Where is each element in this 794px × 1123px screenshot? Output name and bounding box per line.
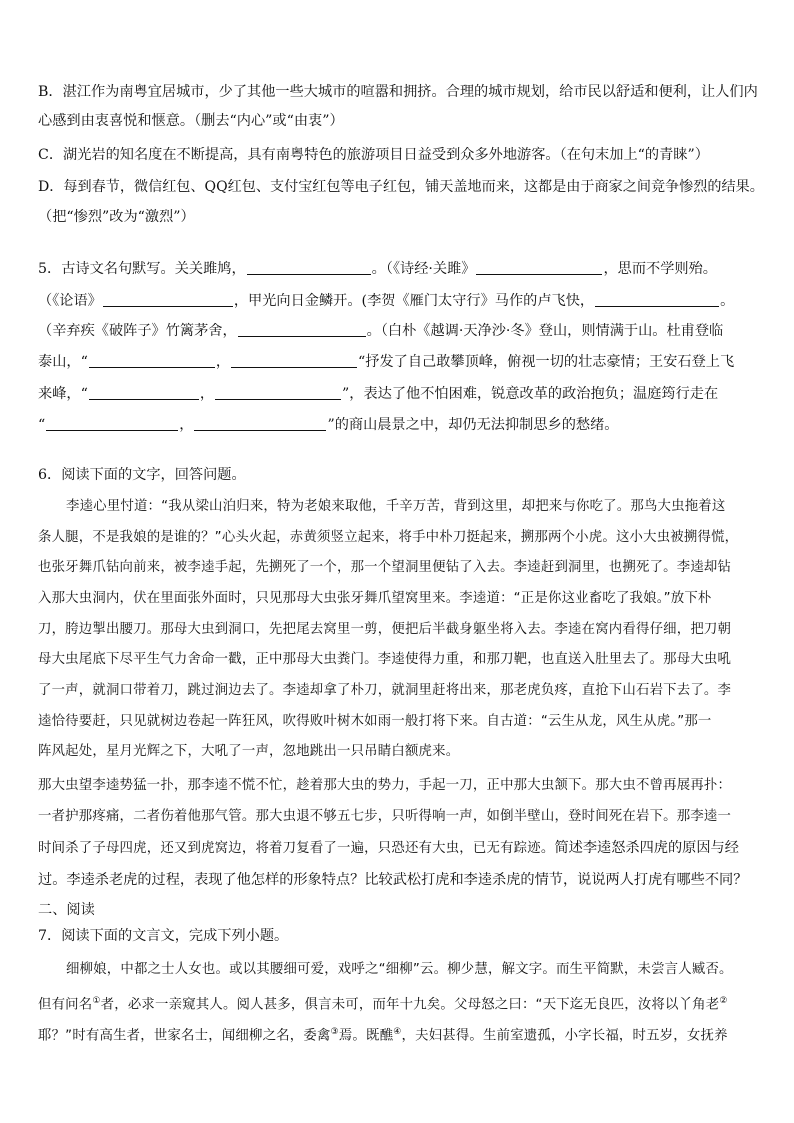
q5-text: 。（白朴《越调·天净沙·冬》登山，则情满于山。杜甫登临 — [366, 323, 724, 339]
q5-text: 5．古诗文名句默写。关关雎鸠， — [38, 261, 246, 277]
q5-line4 — [38, 352, 734, 372]
classical-line — [38, 991, 728, 1015]
q5-line5 — [38, 384, 718, 404]
classical-text: 焉。既醮 — [338, 1028, 394, 1044]
answer-blank[interactable] — [194, 416, 326, 431]
q5-text: ， — [199, 386, 215, 402]
q5-line2 — [38, 291, 734, 311]
q5-line6 — [38, 415, 618, 435]
q5-text: ，思而不学则殆。 — [603, 261, 717, 277]
answer-blank[interactable] — [89, 385, 199, 400]
option-b-line1: B．湛江作为南粤宜居城市，少了其他一些大城市的喧嚣和拥挤。合理的城市规划，给市民以舒适和便利，让人们内 — [38, 84, 758, 100]
classical-line: 细柳娘，中都之士人女也。或以其腰细可爱，戏呼之“细柳”云。柳少慧，解文字。而生平简默，未尝言人臧否。 — [66, 962, 733, 977]
answer-blank[interactable] — [103, 292, 233, 307]
q6-title: 6．阅读下面的文字，回答问题。 — [38, 467, 246, 483]
answer-blank[interactable] — [46, 416, 178, 431]
q5-text: （《论语》 — [38, 293, 102, 309]
option-c: C．湖光岩的知名度在不断提高，具有南粤特色的旅游项目日益受到众多外地游客。（在句末加上“的青睐”） — [38, 147, 709, 163]
passage-line: 一者护那疼痛，二者伤着他那气管。那大虫退不够五七步，只听得响一声，如倒半壁山，登时间死在岩下。那李逵一 — [38, 809, 732, 824]
q7-title: 7．阅读下面的文言文，完成下列小题。 — [38, 928, 289, 944]
passage-line: 逵恰待要赶，只见就树边卷起一阵狂风，吹得败叶树木如雨一般打将下来。自古道：“云生从龙，风生从虎。”那一 — [38, 714, 712, 729]
q5-text: 泰山，“ — [38, 354, 88, 370]
q5-line1 — [38, 259, 717, 279]
q5-text: “ — [38, 417, 46, 433]
q5-text: 来峰，“ — [38, 386, 88, 402]
q5-text: ”的商山晨景之中，却仍无法抑制思乡的愁绪。 — [327, 417, 619, 433]
q5-text: 。 — [720, 293, 735, 309]
question-text: 简述李逵怒杀四虎的原因与经 — [554, 840, 739, 856]
passage-line: 了一声，就洞口带着刀，跳过涧边去了。李逵却拿了朴刀，就洞里赶将出来，那老虎负疼，直抢下山石岩下去了。李 — [38, 683, 732, 698]
q5-text: 。（《诗经·关雎》 — [371, 261, 476, 277]
classical-text: 者，必求一亲窥其人。阅人甚多，俱言未可，而年十九矣。父母怒之曰：“天下迄无良匹，汝将以丫角老 — [100, 997, 720, 1013]
footnote-marker: ④ — [393, 1027, 402, 1037]
classical-text: ，夫妇甚得。生前室遗孤，小字长福，时五岁，女抚养 — [401, 1028, 728, 1044]
q5-text: ， — [215, 354, 231, 370]
answer-blank[interactable] — [231, 353, 357, 368]
answer-blank[interactable] — [247, 260, 371, 275]
answer-blank[interactable] — [595, 292, 719, 307]
footnote-marker: ② — [719, 996, 728, 1006]
q6-question: 过。李逵杀老虎的过程，表现了他怎样的形象特点？比较武松打虎和李逵杀虎的情节，说说两人打虎有哪些不同？ — [38, 872, 748, 888]
classical-line — [38, 1022, 728, 1046]
section-heading: 二、阅读 — [38, 902, 95, 918]
classical-text: 但有问名 — [38, 997, 93, 1013]
footnote-marker: ① — [92, 996, 101, 1006]
answer-blank[interactable] — [238, 322, 366, 337]
classical-text: 耶？”时有高生者，世家名士，闻细柳之名，委禽 — [38, 1028, 331, 1044]
option-d-line1: D．每到春节，微信红包、QQ红包、支付宝红包等电子红包，铺天盖地而来，这都是由于商家之间竞争惨烈的结果。 — [38, 179, 764, 195]
passage-line: 母大虫尾底下尽平生气力舍命一戳，正中那母大虫粪门。李逵使得力重，和那刀靶，也直送入肚里去了。那母大虫吼 — [38, 652, 732, 667]
option-b-line2: 心感到由衷喜悦和惬意。（删去“内心”或“由衷”） — [38, 113, 344, 129]
passage-line — [38, 838, 739, 859]
answer-blank[interactable] — [89, 353, 215, 368]
q5-text: ， — [179, 417, 194, 433]
q5-text: ，甲光向日金鳞开。(李贺《雁门太守行》马作的卢飞快， — [233, 293, 595, 309]
answer-blank[interactable] — [215, 385, 341, 400]
passage-line: 条人腿，不是我娘的是谁的？”心头火起，赤黄须竖立起来，将手中朴刀挺起来，搠那两个小虎。这小大虫被搠得慌， — [38, 530, 739, 545]
q5-text: ”，表达了他不怕困难，锐意改革的政治抱负；温庭筠行走在 — [342, 386, 719, 402]
answer-blank[interactable] — [476, 260, 602, 275]
passage-line: 那大虫望李逵势猛一扑，那李逵不慌不忙，趁着那大虫的势力，手起一刀，正中那大虫颔下。那大虫不曾再展再扑： — [38, 778, 732, 793]
q5-text: （辛弃疾《破阵子》竹篱茅舍， — [38, 323, 237, 339]
passage-line: 李逵心里忖道：“我从梁山泊归来，特为老娘来取他，千辛万苦，背到这里，却把来与你吃了。那鸟大虫拖着这 — [66, 499, 726, 514]
passage-text: 时间杀了子母四虎，还又到虎窝边，将着刀复看了一遍，只恐还有大虫，已无有踪迹。 — [38, 841, 555, 856]
q5-line3 — [38, 321, 723, 341]
q5-text: “抒发了自己敢攀顶峰，俯视一切的壮志豪情；王安石登上飞 — [358, 354, 735, 370]
option-d-line2: （把“惨烈”改为“激烈”） — [38, 209, 195, 225]
passage-line: 刀，胯边掣出腰刀。那母大虫到洞口，先把尾去窝里一剪，便把后半截身躯坐将入去。李逵在窝内看得仔细，把刀朝 — [38, 622, 732, 637]
passage-line: 入那大虫洞内，伏在里面张外面时，只见那母大虫张牙舞爪望窝里来。李逵道：“正是你这业畜吃了我娘。”放下朴 — [38, 591, 712, 606]
footnote-marker: ③ — [330, 1027, 339, 1037]
passage-line: 也张牙舞爪钻向前来，被李逵手起，先搠死了一个，那一个望洞里便钻了入去。李逵赶到洞里，也搠死了。李逵却钻 — [38, 560, 732, 575]
passage-line: 阵风起处，星月光辉之下，大吼了一声，忽地跳出一只吊睛白额虎来。 — [38, 744, 460, 759]
